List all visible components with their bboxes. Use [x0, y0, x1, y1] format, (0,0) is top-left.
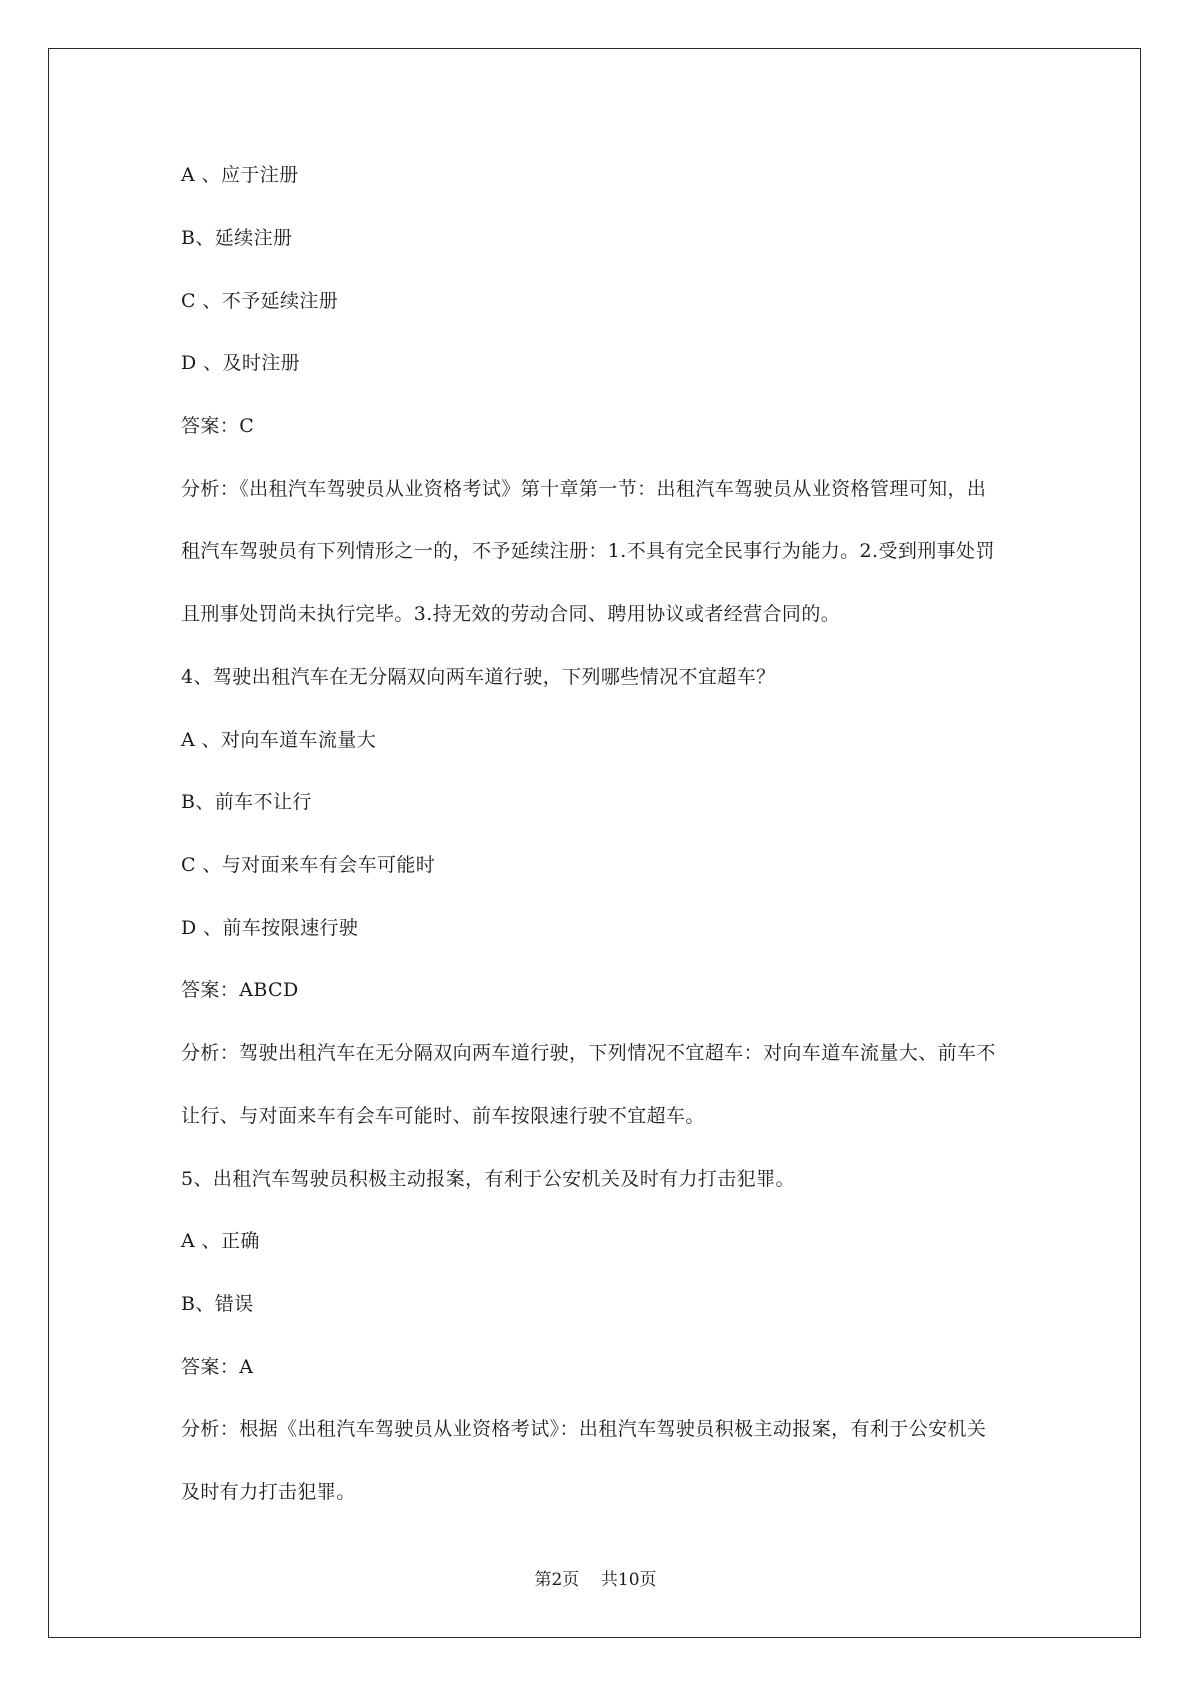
option-c: C 、与对面来车有会车可能时 — [181, 854, 436, 876]
option-b: B、延续注册 — [181, 227, 293, 249]
option-a: A 、应于注册 — [181, 164, 299, 186]
answer: 答案：A — [181, 1356, 254, 1378]
analysis-line: 分析：《出租汽车驾驶员从业资格考试》第十章第一节：出租汽车驾驶员从业资格管理可知，出 — [181, 478, 987, 500]
analysis-line: 且刑事处罚尚未执行完毕。3.持无效的劳动合同、聘用协议或者经营合同的。 — [181, 603, 841, 625]
option-d: D 、前车按限速行驶 — [181, 917, 359, 939]
analysis-line: 让行、与对面来车有会车可能时、前车按限速行驶不宜超车。 — [181, 1105, 705, 1127]
option-a: A 、对向车道车流量大 — [181, 729, 377, 751]
analysis-line: 分析：驾驶出租汽车在无分隔双向两车道行驶，下列情况不宜超车：对向车道车流量大、前车不 — [181, 1042, 996, 1064]
page-number-footer: 第2页 共10页 — [534, 1570, 657, 1590]
option-a: A 、正确 — [181, 1230, 260, 1252]
option-d: D 、及时注册 — [181, 352, 301, 374]
answer: 答案：ABCD — [181, 979, 299, 1001]
analysis-line: 租汽车驾驶员有下列情形之一的，不予延续注册：1.不具有完全民事行为能力。2.受到刑事处罚 — [181, 540, 995, 562]
option-b: B、错误 — [181, 1293, 254, 1315]
question-5: 5、出租汽车驾驶员积极主动报案，有利于公安机关及时有力打击犯罪。 — [181, 1168, 795, 1190]
option-c: C 、不予延续注册 — [181, 290, 339, 312]
answer: 答案：C — [181, 415, 255, 437]
option-b: B、前车不让行 — [181, 791, 312, 813]
analysis-line: 分析：根据《出租汽车驾驶员从业资格考试》：出租汽车驾驶员积极主动报案，有利于公安机关 — [181, 1418, 987, 1440]
analysis-line: 及时有力打击犯罪。 — [181, 1481, 356, 1503]
question-4: 4、驾驶出租汽车在无分隔双向两车道行驶，下列哪些情况不宜超车？ — [181, 666, 776, 688]
